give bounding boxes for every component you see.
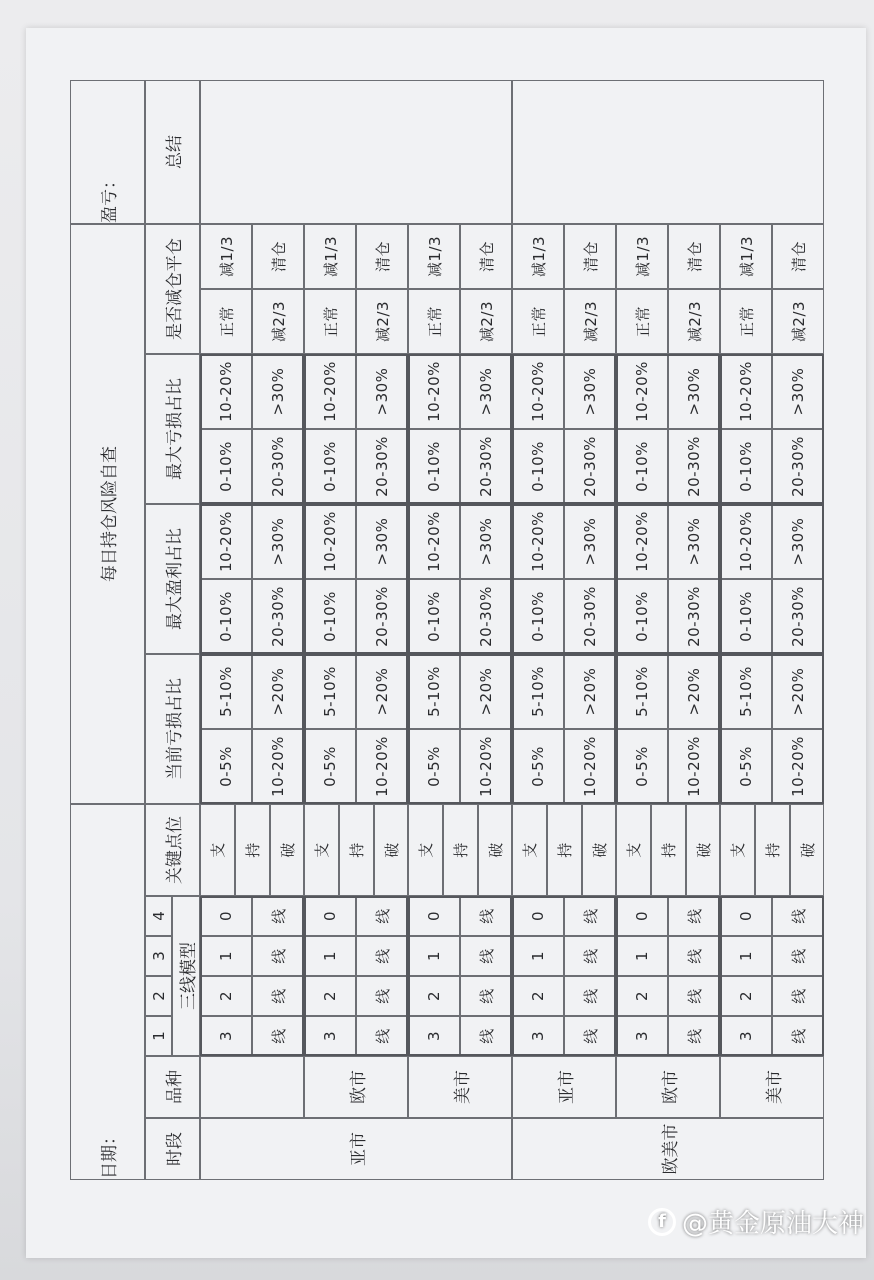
max-profit-a: 0-10% [200,579,252,654]
reduce-two-thirds: 减2/3 [564,289,616,354]
header-current-loss: 当前亏损占比 [145,654,200,804]
pnl-label: 盈亏： [70,80,145,224]
max-profit-d: >30% [460,504,512,579]
reduce-third: 减1/3 [720,224,772,289]
key-hold: 持 [755,804,790,896]
model-bottom: 线 [564,936,616,976]
current-loss-b: 5-10% [616,654,668,729]
max-loss-a: 0-10% [720,429,772,504]
max-profit-a: 0-10% [512,579,564,654]
max-loss-c: 20-30% [668,429,720,504]
risk-check-table [70,80,817,1180]
max-loss-c: 20-30% [356,429,408,504]
model-top: 2 [616,976,668,1016]
max-profit-c: 20-30% [460,579,512,654]
summary-cell-1 [200,80,512,224]
watermark-text: @黄金原油大神 [681,1209,864,1239]
reduce-normal: 正常 [616,289,668,354]
max-profit-a: 0-10% [304,579,356,654]
max-profit-c: 20-30% [668,579,720,654]
key-support: 支 [720,804,755,896]
max-profit-c: 20-30% [564,579,616,654]
key-hold: 持 [547,804,582,896]
model-bottom: 线 [356,936,408,976]
model-number: 3 [145,936,172,976]
max-loss-b: 10-20% [304,354,356,429]
current-loss-d: >20% [460,654,512,729]
current-loss-c: 10-20% [460,729,512,804]
max-loss-a: 0-10% [408,429,460,504]
model-top: 1 [720,936,772,976]
session-asia: 亚市 [200,1118,512,1180]
variety-cell: 美市 [408,1056,512,1118]
current-loss-d: >20% [252,654,304,729]
variety-cell [200,1056,304,1118]
model-top: 1 [616,936,668,976]
key-support: 支 [616,804,651,896]
key-support: 支 [304,804,339,896]
header-reduce: 是否减仓平仓 [145,224,200,354]
current-loss-c: 10-20% [356,729,408,804]
model-bottom: 线 [564,1016,616,1056]
reduce-third: 减1/3 [408,224,460,289]
variety-cell: 亚市 [512,1056,616,1118]
max-profit-c: 20-30% [356,579,408,654]
key-break: 破 [582,804,616,896]
reduce-clear: 清仓 [772,224,824,289]
max-profit-b: 10-20% [512,504,564,579]
model-top: 2 [200,976,252,1016]
current-loss-a: 0-5% [304,729,356,804]
model-number: 4 [145,896,172,936]
variety-cell: 美市 [720,1056,824,1118]
max-profit-b: 10-20% [616,504,668,579]
max-loss-a: 0-10% [512,429,564,504]
current-loss-d: >20% [668,654,720,729]
model-top: 1 [200,936,252,976]
max-loss-b: 10-20% [408,354,460,429]
model-top: 3 [200,1016,252,1056]
key-support: 支 [200,804,235,896]
current-loss-d: >20% [772,654,824,729]
max-profit-c: 20-30% [772,579,824,654]
max-loss-b: 10-20% [720,354,772,429]
max-profit-b: 10-20% [720,504,772,579]
model-top: 2 [304,976,356,1016]
header-session: 时段 [145,1118,200,1180]
reduce-clear: 清仓 [564,224,616,289]
reduce-clear: 清仓 [356,224,408,289]
max-loss-b: 10-20% [616,354,668,429]
model-bottom: 线 [772,896,824,936]
model-bottom: 线 [564,976,616,1016]
reduce-two-thirds: 减2/3 [460,289,512,354]
model-bottom: 线 [772,936,824,976]
max-loss-d: >30% [460,354,512,429]
variety-cell: 欧市 [616,1056,720,1118]
model-bottom: 线 [252,1016,304,1056]
current-loss-b: 5-10% [200,654,252,729]
key-break: 破 [790,804,824,896]
max-profit-b: 10-20% [200,504,252,579]
max-profit-b: 10-20% [304,504,356,579]
weibo-logo-icon: f [648,1208,676,1236]
model-bottom: 线 [668,896,720,936]
session-euro-us: 欧美市 [512,1118,824,1180]
model-bottom: 线 [460,1016,512,1056]
max-profit-a: 0-10% [616,579,668,654]
header-max-profit: 最大盈利占比 [145,504,200,654]
model-number: 1 [145,1016,172,1056]
max-profit-d: >30% [668,504,720,579]
date-label: 日期： [70,804,145,1180]
model-top: 0 [200,896,252,936]
model-bottom: 线 [252,896,304,936]
max-loss-d: >30% [356,354,408,429]
max-profit-a: 0-10% [720,579,772,654]
max-profit-c: 20-30% [252,579,304,654]
max-loss-b: 10-20% [512,354,564,429]
max-profit-d: >30% [564,504,616,579]
current-loss-a: 0-5% [512,729,564,804]
reduce-two-thirds: 减2/3 [772,289,824,354]
model-number: 2 [145,976,172,1016]
max-profit-d: >30% [356,504,408,579]
reduce-normal: 正常 [720,289,772,354]
model-top: 1 [512,936,564,976]
watermark [648,1203,864,1240]
header-model: 三线模型 [172,896,200,1056]
max-profit-b: 10-20% [408,504,460,579]
model-bottom: 线 [460,936,512,976]
model-top: 0 [512,896,564,936]
key-hold: 持 [339,804,374,896]
model-top: 3 [616,1016,668,1056]
model-top: 1 [304,936,356,976]
max-loss-c: 20-30% [460,429,512,504]
max-loss-a: 0-10% [200,429,252,504]
current-loss-d: >20% [564,654,616,729]
model-bottom: 线 [668,976,720,1016]
max-loss-d: >30% [668,354,720,429]
max-loss-d: >30% [252,354,304,429]
key-support: 支 [512,804,547,896]
current-loss-a: 0-5% [720,729,772,804]
model-top: 0 [616,896,668,936]
key-support: 支 [408,804,443,896]
current-loss-b: 5-10% [304,654,356,729]
model-bottom: 线 [356,896,408,936]
summary-cell-2 [512,80,824,224]
current-loss-c: 10-20% [564,729,616,804]
current-loss-b: 5-10% [512,654,564,729]
model-bottom: 线 [772,976,824,1016]
reduce-two-thirds: 减2/3 [356,289,408,354]
reduce-third: 减1/3 [304,224,356,289]
max-profit-a: 0-10% [408,579,460,654]
current-loss-a: 0-5% [616,729,668,804]
model-bottom: 线 [668,936,720,976]
current-loss-c: 10-20% [252,729,304,804]
max-loss-d: >30% [564,354,616,429]
variety-cell: 欧市 [304,1056,408,1118]
header-key-level: 关键点位 [145,804,200,896]
model-top: 2 [408,976,460,1016]
max-loss-c: 20-30% [772,429,824,504]
model-bottom: 线 [252,936,304,976]
current-loss-b: 5-10% [720,654,772,729]
max-loss-a: 0-10% [304,429,356,504]
max-loss-c: 20-30% [564,429,616,504]
reduce-third: 减1/3 [200,224,252,289]
reduce-third: 减1/3 [616,224,668,289]
risk-table-rotated [70,80,817,1180]
reduce-clear: 清仓 [668,224,720,289]
model-top: 3 [408,1016,460,1056]
model-bottom: 线 [356,976,408,1016]
model-top: 3 [720,1016,772,1056]
model-bottom: 线 [668,1016,720,1056]
key-break: 破 [374,804,408,896]
reduce-normal: 正常 [512,289,564,354]
max-loss-a: 0-10% [616,429,668,504]
reduce-two-thirds: 减2/3 [252,289,304,354]
header-summary: 总结 [145,80,200,224]
current-loss-c: 10-20% [668,729,720,804]
header-variety: 品种 [145,1056,200,1118]
model-top: 2 [512,976,564,1016]
current-loss-b: 5-10% [408,654,460,729]
model-bottom: 线 [252,976,304,1016]
max-profit-d: >30% [772,504,824,579]
reduce-normal: 正常 [408,289,460,354]
model-bottom: 线 [460,896,512,936]
key-hold: 持 [443,804,478,896]
key-break: 破 [686,804,720,896]
model-bottom: 线 [564,896,616,936]
model-top: 0 [408,896,460,936]
reduce-third: 减1/3 [512,224,564,289]
model-bottom: 线 [460,976,512,1016]
model-bottom: 线 [772,1016,824,1056]
key-break: 破 [270,804,304,896]
model-top: 1 [408,936,460,976]
reduce-normal: 正常 [304,289,356,354]
reduce-clear: 清仓 [460,224,512,289]
model-top: 0 [720,896,772,936]
current-loss-a: 0-5% [200,729,252,804]
max-profit-d: >30% [252,504,304,579]
key-hold: 持 [651,804,686,896]
model-top: 0 [304,896,356,936]
current-loss-d: >20% [356,654,408,729]
model-top: 2 [720,976,772,1016]
reduce-normal: 正常 [200,289,252,354]
reduce-two-thirds: 减2/3 [668,289,720,354]
header-max-loss: 最大亏损占比 [145,354,200,504]
current-loss-c: 10-20% [772,729,824,804]
model-bottom: 线 [356,1016,408,1056]
current-loss-a: 0-5% [408,729,460,804]
max-loss-b: 10-20% [200,354,252,429]
max-loss-d: >30% [772,354,824,429]
reduce-clear: 清仓 [252,224,304,289]
key-hold: 持 [235,804,270,896]
key-break: 破 [478,804,512,896]
model-top: 3 [304,1016,356,1056]
max-loss-c: 20-30% [252,429,304,504]
model-top: 3 [512,1016,564,1056]
table-title: 每日持仓风险自查 [70,224,145,804]
